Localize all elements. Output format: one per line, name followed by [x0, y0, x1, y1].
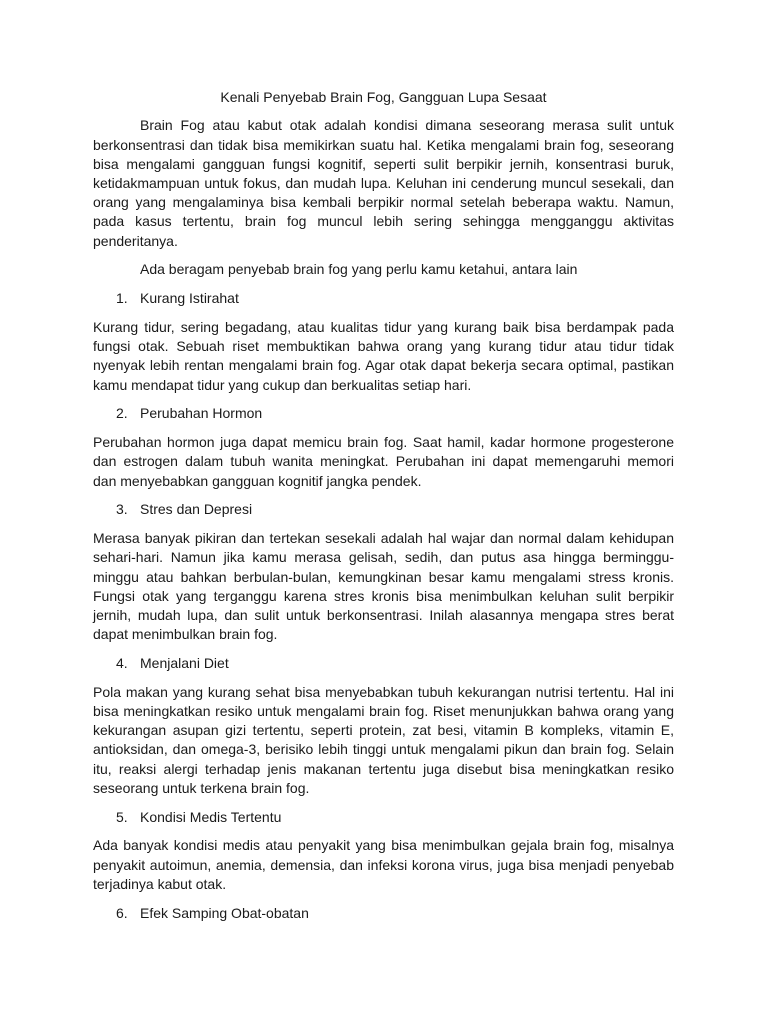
paragraph-line: antioksidan, dan omega-3, berisiko lebih tinggi untuk mengalami pikun dan brain fog. Selain: [93, 741, 674, 758]
intro-paragraph: [93, 116, 674, 250]
section-heading: Kurang Istirahat: [140, 290, 239, 307]
list-item-heading: [93, 808, 674, 827]
list-item-heading: [93, 500, 674, 519]
list-item-number: 6.: [116, 904, 128, 921]
list-item-heading: [93, 404, 674, 423]
paragraph-line: orang yang mengalaminya bisa kembali berpikir normal setelah beberapa waktu. Namun,: [93, 194, 674, 211]
list-item-heading: [93, 289, 674, 308]
paragraph-line: dan menyebabkan gangguan kognitif jangka pendek.: [93, 472, 422, 489]
list-item-number: 1.: [116, 290, 128, 307]
section-heading: Menjalani Diet: [140, 654, 229, 671]
section-paragraph: [93, 318, 674, 395]
paragraph-line: sehari-hari. Namun jika kamu merasa gelisah, sedih, dan putus asa hingga berminggu-: [93, 549, 674, 566]
paragraph-line: pada kasus tertentu, brain fog muncul lebih sering sehingga mengganggu aktivitas: [93, 213, 674, 230]
paragraph-line: bisa meningkatkan resiko untuk mengalami brain fog. Riset menunjukkan bahwa orang yang: [93, 702, 674, 719]
paragraph-line: kekurangan asupan gizi tertentu, seperti protein, zat besi, vitamin B kompleks, vitamin E,: [93, 722, 674, 739]
paragraph-line: nyenyak lebih rentan mengalami brain fog. Agar otak dapat bekerja secara optimal, pastikan: [93, 357, 674, 374]
section-heading: Kondisi Medis Tertentu: [140, 808, 282, 825]
list-item-number: 4.: [116, 654, 128, 671]
section-heading: Stres dan Depresi: [140, 501, 253, 518]
paragraph-line: penyakit autoimun, anemia, demensia, dan infeksi korona virus, juga bisa menjadi penyebab: [93, 856, 674, 873]
paragraph-line: dan estrogen dalam tubuh wanita meningkat. Perubahan ini dapat memengaruhi memori: [93, 453, 674, 470]
paragraph-line: minggu atau bahkan berbulan-bulan, kemungkinan besar kamu mengalami stress kronis.: [93, 568, 674, 585]
list-item-heading: [93, 654, 674, 673]
paragraph-line: penderitanya.: [93, 232, 178, 249]
section-paragraph: [93, 433, 674, 491]
section-paragraph: [93, 529, 674, 644]
section-paragraph: [93, 836, 674, 894]
paragraph-line: ketidakmampuan untuk fokus, dan mudah lupa. Keluhan ini cenderung muncul sesekali, dan: [93, 174, 674, 191]
paragraph-line: Kurang tidur, sering begadang, atau kualitas tidur yang kurang baik bisa berdampak pada: [93, 318, 674, 335]
paragraph-line: bisa mengalami gangguan fungsi kognitif, seperti sulit berpikir jernih, konsentrasi buruk,: [93, 155, 674, 172]
section-heading: Efek Samping Obat-obatan: [140, 904, 309, 921]
paragraph-line: jernih, mudah lupa, dan sulit untuk berkonsentrasi. Inilah alasannya mengapa stres berat: [93, 606, 674, 623]
list-item-number: 3.: [116, 501, 128, 518]
paragraph-line: seseorang untuk terkena brain fog.: [93, 779, 310, 796]
paragraph-line: Merasa banyak pikiran dan tertekan sesekali adalah hal wajar dan normal dalam kehidupan: [93, 530, 674, 547]
section-heading: Perubahan Hormon: [140, 405, 263, 422]
paragraph-line: fungsi otak. Sebuah riset membuktikan bahwa orang yang kurang tidur atau tidur tidak: [93, 338, 674, 355]
paragraph-line: itu, reaksi alergi terhadap jenis makanan tertentu juga disebut bisa meningkatkan resiko: [93, 760, 674, 777]
paragraph-line: Perubahan hormon juga dapat memicu brain fog. Saat hamil, kadar hormone progesterone: [93, 434, 674, 451]
paragraph-line: Brain Fog atau kabut otak adalah kondisi dimana seseorang merasa sulit untuk: [140, 117, 674, 134]
paragraph-line: Fungsi otak yang terganggu karena stres kronis bisa menimbulkan keluhan sulit berpikir: [93, 587, 674, 604]
paragraph-line: Ada banyak kondisi medis atau penyakit yang bisa menimbulkan gejala brain fog, misalnya: [93, 837, 674, 854]
paragraph-line: Pola makan yang kurang sehat bisa menyebabkan tubuh kekurangan nutrisi tertentu. Hal ini: [93, 683, 674, 700]
lead-in-paragraph: Ada beragam penyebab brain fog yang perlu kamu ketahui, antara lain: [140, 261, 578, 278]
section-paragraph: [93, 683, 674, 798]
paragraph-line: kamu mendapat tidur yang cukup dan berkualitas setiap hari.: [93, 376, 472, 393]
list-item-heading: [93, 904, 674, 923]
paragraph-line: berkonsentrasi dan tidak bisa memikirkan suatu hal. Ketika mengalami brain fog, seseorang: [93, 136, 674, 153]
list-item-number: 2.: [116, 405, 128, 422]
document-title: Kenali Penyebab Brain Fog, Gangguan Lupa Sesaat: [220, 88, 547, 105]
list-item-number: 5.: [116, 808, 128, 825]
paragraph-line: dapat menimbulkan brain fog.: [93, 626, 278, 643]
paragraph-line: terjadinya kabut otak.: [93, 875, 227, 892]
